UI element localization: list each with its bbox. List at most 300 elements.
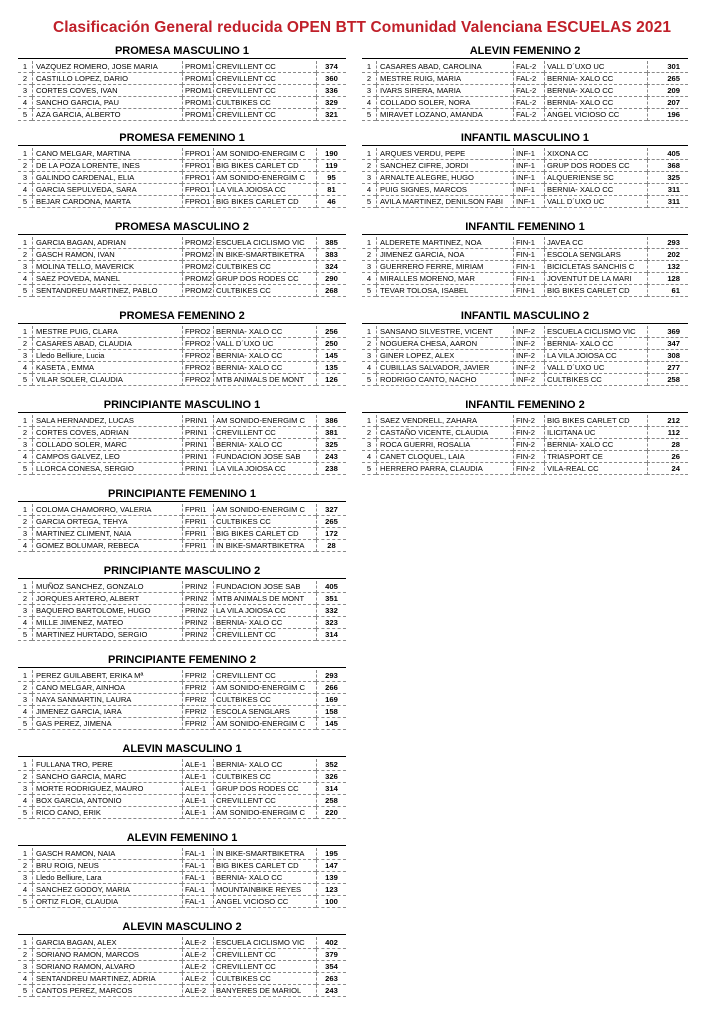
rider-name-cell: MESTRE RUIG, MARIA: [376, 73, 513, 85]
position-cell: 3: [18, 961, 32, 973]
position-cell: 5: [18, 463, 32, 475]
table-row: [18, 949, 346, 961]
category-code-cell: FIN-1: [513, 273, 544, 285]
category-code-cell: ALE-1: [182, 759, 213, 771]
category-code-cell: FPRI2: [182, 706, 213, 718]
rider-name-cell: NOGUERA CHESA, AARON: [376, 338, 513, 350]
club-cell: BERNIA- XALO CC: [213, 326, 316, 338]
points-cell: 325: [647, 172, 688, 184]
position-cell: 1: [18, 670, 32, 682]
club-cell: BERNIA- XALO CC: [213, 617, 316, 629]
table-row: [362, 463, 688, 475]
category-code-cell: FAL-2: [513, 85, 544, 97]
category-code-cell: FPRO2: [182, 350, 213, 362]
table-row: [18, 261, 346, 273]
position-cell: 5: [362, 196, 376, 208]
right-column: [362, 44, 688, 487]
rider-name-cell: GARCIA ORTEGA, TEHYA: [32, 516, 182, 528]
position-cell: 3: [18, 172, 32, 184]
position-cell: 5: [362, 285, 376, 297]
category-code-cell: PROM2: [182, 273, 213, 285]
rider-name-cell: RICO CANO, ERIK: [32, 807, 182, 819]
club-cell: BIG BIKES CARLET CD: [213, 528, 316, 540]
points-cell: 145: [316, 350, 346, 362]
category-code-cell: PRIN1: [182, 439, 213, 451]
points-cell: 220: [316, 807, 346, 819]
rider-name-cell: CASARES ABAD, CAROLINA: [376, 61, 513, 73]
category-code-cell: FPRI1: [182, 504, 213, 516]
rider-name-cell: CAMPOS GALVEZ, LEO: [32, 451, 182, 463]
table-row: [362, 285, 688, 297]
club-cell: AM SONIDO-ENERGIM C: [213, 172, 316, 184]
category-code-cell: FIN-1: [513, 285, 544, 297]
points-cell: 250: [316, 338, 346, 350]
category-code-cell: ALE-2: [182, 937, 213, 949]
category-code-cell: ALE-2: [182, 973, 213, 985]
table-row: [18, 463, 346, 475]
position-cell: 3: [362, 350, 376, 362]
category-title: PRINCIPIANTE FEMENINO 2: [18, 653, 346, 668]
table-row: [18, 617, 346, 629]
rider-name-cell: JIMENEZ GARCIA, IARA: [32, 706, 182, 718]
club-cell: CREVILLENT CC: [213, 109, 316, 121]
category-title: ALEVIN MASCULINO 1: [18, 742, 346, 757]
category-code-cell: INF-1: [513, 184, 544, 196]
club-cell: GRUP DOS RODES CC: [544, 160, 647, 172]
table-row: [362, 362, 688, 374]
table-row: [18, 540, 346, 552]
table-row: [362, 374, 688, 386]
category-title: ALEVIN FEMENINO 1: [18, 831, 346, 846]
table-row: [362, 196, 688, 208]
rider-name-cell: GINER LOPEZ, ALEX: [376, 350, 513, 362]
club-cell: MTB ANIMALS DE MONT: [213, 593, 316, 605]
position-cell: 2: [362, 249, 376, 261]
category-code-cell: FIN-2: [513, 451, 544, 463]
category-title: PRINCIPIANTE FEMENINO 1: [18, 487, 346, 502]
table-row: [18, 427, 346, 439]
rider-name-cell: SALA HERNANDEZ, LUCAS: [32, 415, 182, 427]
points-cell: 265: [316, 516, 346, 528]
category-code-cell: FAL-1: [182, 848, 213, 860]
points-cell: 329: [316, 97, 346, 109]
points-cell: 258: [647, 374, 688, 386]
position-cell: 4: [362, 97, 376, 109]
club-cell: CREVILLENT CC: [213, 670, 316, 682]
points-cell: 369: [647, 326, 688, 338]
rider-name-cell: SANSANO SILVESTRE, VICENT: [376, 326, 513, 338]
left-column: [18, 44, 346, 1009]
position-cell: 4: [362, 184, 376, 196]
points-cell: 385: [316, 237, 346, 249]
category-section: [362, 398, 688, 475]
table-row: [18, 516, 346, 528]
position-cell: 4: [18, 451, 32, 463]
rider-name-cell: SANCHEZ CIFRE, JORDI: [376, 160, 513, 172]
position-cell: 2: [18, 682, 32, 694]
rider-name-cell: Lledo Belliure, Lucia: [32, 350, 182, 362]
rider-name-cell: MOLINA TELLO, MAVERICK: [32, 261, 182, 273]
position-cell: 2: [18, 249, 32, 261]
category-code-cell: FPRO2: [182, 362, 213, 374]
club-cell: CULTBIKES CC: [213, 694, 316, 706]
category-section: [18, 309, 346, 386]
table-row: [18, 807, 346, 819]
category-code-cell: ALE-2: [182, 949, 213, 961]
rider-name-cell: GARCIA SEPULVEDA, SARA: [32, 184, 182, 196]
table-row: [18, 350, 346, 362]
club-cell: BERNIA- XALO CC: [213, 439, 316, 451]
category-code-cell: PRIN1: [182, 415, 213, 427]
rider-name-cell: AVILA MARTINEZ, DENILSON FABI: [376, 196, 513, 208]
position-cell: 1: [18, 61, 32, 73]
rider-name-cell: GASCH RAMON, IVAN: [32, 249, 182, 261]
position-cell: 5: [18, 109, 32, 121]
table-row: [362, 85, 688, 97]
position-cell: 1: [18, 326, 32, 338]
category-section: [18, 742, 346, 819]
position-cell: 5: [18, 718, 32, 730]
category-section: [18, 564, 346, 641]
points-cell: 324: [316, 261, 346, 273]
position-cell: 5: [18, 629, 32, 641]
table-row: [18, 593, 346, 605]
table-row: [18, 374, 346, 386]
club-cell: ESCUELA CICLISMO VIC: [213, 937, 316, 949]
table-row: [18, 759, 346, 771]
category-code-cell: ALE-1: [182, 807, 213, 819]
club-cell: VALL D´UXO UC: [213, 338, 316, 350]
table-row: [362, 350, 688, 362]
points-cell: 360: [316, 73, 346, 85]
category-title: INFANTIL MASCULINO 2: [362, 309, 688, 324]
category-code-cell: FPRI2: [182, 718, 213, 730]
table-row: [18, 629, 346, 641]
table-row: [18, 670, 346, 682]
club-cell: CREVILLENT CC: [213, 949, 316, 961]
club-cell: ANGEL VICIOSO CC: [213, 896, 316, 908]
rider-name-cell: SANCHO GARCIA, PAU: [32, 97, 182, 109]
points-cell: 28: [647, 439, 688, 451]
points-cell: 314: [316, 783, 346, 795]
points-cell: 386: [316, 415, 346, 427]
table-row: [362, 109, 688, 121]
table-row: [362, 160, 688, 172]
category-code-cell: PROM1: [182, 109, 213, 121]
club-cell: LA VILA JOIOSA CC: [213, 605, 316, 617]
rider-name-cell: PUIG SIGNES, MARCOS: [376, 184, 513, 196]
table-row: [18, 362, 346, 374]
points-cell: 126: [316, 374, 346, 386]
category-title: INFANTIL MASCULINO 1: [362, 131, 688, 146]
points-cell: 265: [647, 73, 688, 85]
club-cell: BIG BIKES CARLET CD: [544, 415, 647, 427]
club-cell: BERNIA- XALO CC: [544, 338, 647, 350]
category-code-cell: FAL-1: [182, 884, 213, 896]
table-row: [362, 184, 688, 196]
table-row: [18, 973, 346, 985]
table-row: [18, 848, 346, 860]
table-row: [18, 285, 346, 297]
category-code-cell: FPRI1: [182, 540, 213, 552]
club-cell: BERNIA- XALO CC: [544, 73, 647, 85]
points-cell: 100: [316, 896, 346, 908]
table-row: [18, 326, 346, 338]
points-cell: 354: [316, 961, 346, 973]
rider-name-cell: NAYA SANMARTIN, LAURA: [32, 694, 182, 706]
category-code-cell: FIN-2: [513, 415, 544, 427]
position-cell: 4: [18, 795, 32, 807]
points-cell: 301: [647, 61, 688, 73]
club-cell: TRIASPORT CE: [544, 451, 647, 463]
rider-name-cell: KASETA , EMMA: [32, 362, 182, 374]
position-cell: 1: [18, 148, 32, 160]
table-row: [18, 439, 346, 451]
points-cell: 308: [647, 350, 688, 362]
club-cell: ESCOLA SENGLARS: [544, 249, 647, 261]
category-code-cell: FPRO1: [182, 184, 213, 196]
rider-name-cell: FULLANA TRO, PERE: [32, 759, 182, 771]
category-section: [362, 44, 688, 121]
points-cell: 293: [316, 670, 346, 682]
position-cell: 3: [18, 605, 32, 617]
rider-name-cell: ARNALTE ALEGRE, HUGO: [376, 172, 513, 184]
points-cell: 28: [316, 540, 346, 552]
points-cell: 207: [647, 97, 688, 109]
club-cell: JOVENTUT DE LA MARI: [544, 273, 647, 285]
table-row: [18, 783, 346, 795]
position-cell: 3: [18, 439, 32, 451]
category-code-cell: FAL-2: [513, 73, 544, 85]
position-cell: 1: [362, 237, 376, 249]
position-cell: 1: [18, 504, 32, 516]
table-row: [18, 148, 346, 160]
rider-name-cell: RODRIGO CANTO, NACHO: [376, 374, 513, 386]
position-cell: 1: [18, 237, 32, 249]
position-cell: 2: [362, 338, 376, 350]
position-cell: 2: [18, 860, 32, 872]
table-row: [362, 439, 688, 451]
points-cell: 321: [316, 109, 346, 121]
points-cell: 311: [647, 184, 688, 196]
position-cell: 1: [18, 937, 32, 949]
rider-name-cell: VILAR SOLER, CLAUDIA: [32, 374, 182, 386]
rider-name-cell: GARCIA BAGAN, ALEX: [32, 937, 182, 949]
points-cell: 347: [647, 338, 688, 350]
position-cell: 2: [18, 949, 32, 961]
category-title: ALEVIN FEMENINO 2: [362, 44, 688, 59]
table-row: [18, 73, 346, 85]
category-code-cell: PRIN2: [182, 629, 213, 641]
position-cell: 3: [18, 783, 32, 795]
category-title: PROMESA MASCULINO 2: [18, 220, 346, 235]
club-cell: CREVILLENT CC: [213, 961, 316, 973]
club-cell: AM SONIDO-ENERGIM C: [213, 682, 316, 694]
points-cell: 293: [647, 237, 688, 249]
rider-name-cell: CANO MELGAR, AINHOA: [32, 682, 182, 694]
category-title: PRINCIPIANTE MASCULINO 1: [18, 398, 346, 413]
points-cell: 172: [316, 528, 346, 540]
rider-name-cell: MORTE RODRIGUEZ, MAURO: [32, 783, 182, 795]
category-section: [18, 831, 346, 908]
position-cell: 4: [18, 617, 32, 629]
points-cell: 266: [316, 682, 346, 694]
points-cell: 169: [316, 694, 346, 706]
club-cell: CULTBIKES CC: [213, 973, 316, 985]
club-cell: BERNIA- XALO CC: [213, 362, 316, 374]
table-row: [18, 795, 346, 807]
category-code-cell: INF-2: [513, 326, 544, 338]
position-cell: 3: [18, 350, 32, 362]
position-cell: 5: [18, 285, 32, 297]
category-title: PRINCIPIANTE MASCULINO 2: [18, 564, 346, 579]
category-code-cell: FIN-1: [513, 261, 544, 273]
category-code-cell: ALE-1: [182, 795, 213, 807]
position-cell: 1: [362, 61, 376, 73]
table-row: [18, 771, 346, 783]
points-cell: 123: [316, 884, 346, 896]
table-row: [18, 682, 346, 694]
club-cell: GRUP DOS RODES CC: [213, 783, 316, 795]
club-cell: JAVEA CC: [544, 237, 647, 249]
club-cell: BERNIA- XALO CC: [544, 184, 647, 196]
club-cell: ESCUELA CICLISMO VIC: [213, 237, 316, 249]
category-section: [18, 653, 346, 730]
category-section: [362, 131, 688, 208]
points-cell: 61: [647, 285, 688, 297]
rider-name-cell: ORTIZ FLOR, CLAUDIA: [32, 896, 182, 908]
points-cell: 381: [316, 427, 346, 439]
points-cell: 326: [316, 771, 346, 783]
rider-name-cell: SANCHEZ GODOY, MARIA: [32, 884, 182, 896]
points-cell: 325: [316, 439, 346, 451]
category-code-cell: PROM1: [182, 73, 213, 85]
category-code-cell: FAL-1: [182, 872, 213, 884]
position-cell: 5: [362, 463, 376, 475]
rider-name-cell: JORQUES ARTERO, ALBERT: [32, 593, 182, 605]
club-cell: IN BIKE-SMARTBIKETRA: [213, 249, 316, 261]
rider-name-cell: HERRERO PARRA, CLAUDIA: [376, 463, 513, 475]
rider-name-cell: CASTAÑO VICENTE, CLAUDIA: [376, 427, 513, 439]
club-cell: CREVILLENT CC: [213, 61, 316, 73]
club-cell: BERNIA- XALO CC: [544, 85, 647, 97]
category-code-cell: PROM2: [182, 285, 213, 297]
club-cell: ANGEL VICIOSO CC: [544, 109, 647, 121]
rider-name-cell: CUBILLAS SALVADOR, JAVIER: [376, 362, 513, 374]
position-cell: 1: [18, 415, 32, 427]
points-cell: 128: [647, 273, 688, 285]
club-cell: CREVILLENT CC: [213, 73, 316, 85]
position-cell: 3: [18, 872, 32, 884]
rider-name-cell: SORIANO RAMON, ALVARO: [32, 961, 182, 973]
position-cell: 5: [18, 985, 32, 997]
rider-name-cell: SAEZ POVEDA, MANEL: [32, 273, 182, 285]
rider-name-cell: GAS PEREZ, JIMENA: [32, 718, 182, 730]
category-code-cell: FIN-1: [513, 249, 544, 261]
position-cell: 3: [362, 85, 376, 97]
club-cell: CULTBIKES CC: [213, 516, 316, 528]
position-cell: 1: [18, 848, 32, 860]
position-cell: 1: [18, 581, 32, 593]
position-cell: 4: [18, 184, 32, 196]
rider-name-cell: MIRAVET LOZANO, AMANDA: [376, 109, 513, 121]
rider-name-cell: GUERRERO FERRE, MIRIAM: [376, 261, 513, 273]
club-cell: VALL D´UXO UC: [544, 196, 647, 208]
category-code-cell: PROM1: [182, 61, 213, 73]
rider-name-cell: ALDERETE MARTINEZ, NOA: [376, 237, 513, 249]
club-cell: ALQUERIENSE SC: [544, 172, 647, 184]
table-row: [18, 273, 346, 285]
table-row: [18, 528, 346, 540]
club-cell: CULTBIKES CC: [213, 285, 316, 297]
rider-name-cell: IVARS SIRERA, MARIA: [376, 85, 513, 97]
table-row: [18, 504, 346, 516]
table-row: [18, 694, 346, 706]
category-code-cell: FPRI1: [182, 528, 213, 540]
club-cell: BERNIA- XALO CC: [213, 350, 316, 362]
points-cell: 147: [316, 860, 346, 872]
position-cell: 2: [18, 338, 32, 350]
category-section: [18, 131, 346, 208]
rider-name-cell: BEJAR CARDONA, MARTA: [32, 196, 182, 208]
club-cell: BERNIA- XALO CC: [544, 97, 647, 109]
club-cell: FUNDACION JOSE SAB: [213, 451, 316, 463]
position-cell: 5: [18, 374, 32, 386]
table-row: [362, 172, 688, 184]
club-cell: ESCUELA CICLISMO VIC: [544, 326, 647, 338]
rider-name-cell: BAQUERO BARTOLOME, HUGO: [32, 605, 182, 617]
category-code-cell: FPRI2: [182, 694, 213, 706]
position-cell: 2: [18, 73, 32, 85]
club-cell: LA VILA JOIOSA CC: [213, 463, 316, 475]
category-code-cell: FIN-2: [513, 439, 544, 451]
points-cell: 243: [316, 985, 346, 997]
category-title: PROMESA FEMENINO 1: [18, 131, 346, 146]
category-code-cell: FAL-2: [513, 109, 544, 121]
rider-name-cell: CASTILLO LOPEZ, DARIO: [32, 73, 182, 85]
category-title: ALEVIN MASCULINO 2: [18, 920, 346, 935]
table-row: [18, 61, 346, 73]
position-cell: 3: [18, 694, 32, 706]
points-cell: 209: [647, 85, 688, 97]
position-cell: 3: [362, 172, 376, 184]
rider-name-cell: CORTES COVES, ADRIAN: [32, 427, 182, 439]
category-code-cell: ALE-1: [182, 783, 213, 795]
club-cell: BIG BIKES CARLET CD: [544, 285, 647, 297]
club-cell: BERNIA- XALO CC: [213, 872, 316, 884]
points-cell: 314: [316, 629, 346, 641]
position-cell: 2: [362, 427, 376, 439]
rider-name-cell: ROCA GUERRI, ROSALIA: [376, 439, 513, 451]
category-code-cell: PRIN2: [182, 605, 213, 617]
club-cell: ESCOLA SENGLARS: [213, 706, 316, 718]
table-row: [18, 581, 346, 593]
points-cell: 81: [316, 184, 346, 196]
rider-name-cell: GALINDO CARDENAL, ELIA: [32, 172, 182, 184]
points-cell: 379: [316, 949, 346, 961]
category-code-cell: FPRO2: [182, 338, 213, 350]
category-code-cell: PRIN2: [182, 617, 213, 629]
category-code-cell: FIN-2: [513, 463, 544, 475]
table-row: [18, 109, 346, 121]
club-cell: BIG BIKES CARLET CD: [213, 196, 316, 208]
rider-name-cell: SAEZ VENDRELL, ZAHARA: [376, 415, 513, 427]
position-cell: 5: [18, 896, 32, 908]
position-cell: 4: [18, 884, 32, 896]
page-title: Clasificación General reducida OPEN BTT Comunidad Valenciana ESCUELAS 2021: [52, 19, 672, 36]
category-code-cell: ALE-1: [182, 771, 213, 783]
table-row: [362, 415, 688, 427]
